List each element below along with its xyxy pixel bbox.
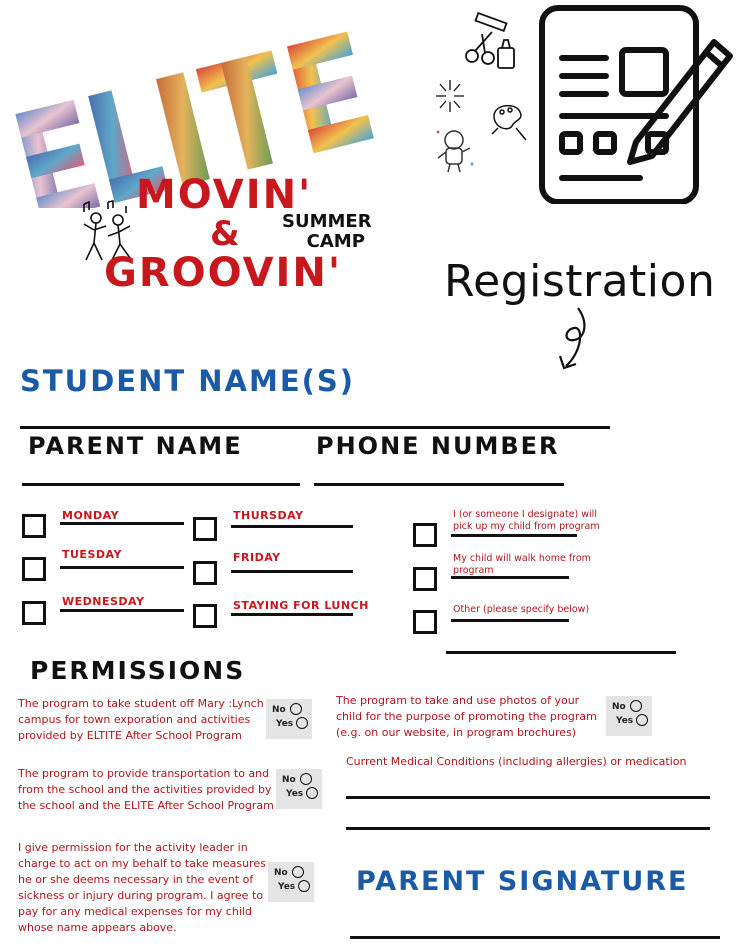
no-radio[interactable]: [292, 866, 304, 878]
day-label-thursday: THURSDAY: [233, 509, 304, 522]
no-radio[interactable]: [630, 700, 642, 712]
checkbox-tuesday[interactable]: [22, 557, 46, 581]
checkbox-wednesday[interactable]: [22, 601, 46, 625]
checkbox-walk-home[interactable]: [413, 567, 437, 591]
no-label: No: [612, 702, 626, 712]
title-groovin: GROOVIN': [104, 250, 343, 296]
medical-line-2[interactable]: [346, 827, 710, 830]
phone-number-heading: PHONE NUMBER: [316, 432, 560, 460]
parent-name-heading: PARENT NAME: [28, 432, 243, 460]
yes-radio[interactable]: [296, 717, 308, 729]
day-label-staying-for-lunch: STAYING FOR LUNCH: [233, 599, 369, 612]
permissions-heading: PERMISSIONS: [30, 656, 246, 685]
checkbox-monday[interactable]: [22, 514, 46, 538]
yes-no-medical-care: [268, 862, 314, 902]
yes-label: Yes: [616, 716, 634, 726]
title-movin: MOVIN': [136, 172, 313, 218]
day-line-monday: [60, 522, 184, 525]
yes-no-transportation: [276, 769, 322, 809]
checkbox-pickup[interactable]: [413, 523, 437, 547]
pickup-line-1: [451, 534, 577, 537]
pickup-option-1: I (or someone I designate) will pick up my child from program: [453, 509, 600, 532]
phone-number-line[interactable]: [314, 483, 564, 486]
permission-text-medical-care: I give permission for the activity leader in charge to act on my behalf to take measures he or she deems necessary in the event of sickness or injury during program. I agree to pay for any medical expenses for my child whose name appears above.: [18, 841, 266, 934]
palette-icon: [486, 98, 532, 144]
yes-label: Yes: [286, 789, 304, 799]
yes-label: Yes: [278, 882, 296, 892]
yes-radio[interactable]: [636, 714, 648, 726]
day-line-wednesday: [60, 609, 184, 612]
no-label: No: [274, 868, 288, 878]
day-label-friday: FRIDAY: [233, 551, 281, 564]
yes-radio[interactable]: [298, 880, 310, 892]
firework-icon: [432, 76, 468, 116]
pickup-line-2: [451, 576, 569, 579]
signature-line[interactable]: [350, 936, 720, 939]
yes-radio[interactable]: [306, 787, 318, 799]
pickup-option-2: My child will walk home from program: [453, 553, 591, 576]
checkbox-staying-for-lunch[interactable]: [193, 604, 217, 628]
no-radio[interactable]: [300, 773, 312, 785]
permission-text-offcampus: The program to take student off Mary :Lynch campus for town exporation and activities provided by ELTITE After School Program: [18, 697, 264, 742]
curly-arrow-icon: [556, 304, 596, 372]
checkbox-other[interactable]: [413, 610, 437, 634]
permission-text-transportation: The program to provide transportation to and from the school and the activities provided by the school and the ELITE After School Program: [18, 767, 274, 812]
parent-signature-heading: PARENT SIGNATURE: [356, 866, 689, 897]
title-ampersand: &: [210, 214, 240, 254]
student-names-line[interactable]: [20, 426, 610, 429]
other-specify-line[interactable]: [446, 651, 676, 654]
summer-label: SUMMER: [282, 211, 372, 232]
day-label-tuesday: TUESDAY: [62, 548, 122, 561]
day-label-monday: MONDAY: [62, 509, 120, 522]
medical-conditions-label: Current Medical Conditions (including allergies) or medication: [346, 755, 687, 768]
camp-label: CAMP: [306, 231, 365, 252]
day-line-tuesday: [60, 566, 184, 569]
yes-label: Yes: [276, 719, 294, 729]
day-label-wednesday: WEDNESDAY: [62, 595, 145, 608]
no-label: No: [272, 705, 286, 715]
student-names-heading: STUDENT NAME(S): [20, 364, 356, 398]
day-line-staying-for-lunch: [231, 613, 353, 616]
pickup-option-3: Other (please specify below): [453, 604, 590, 615]
permission-text-photos: The program to take and use photos of your child for the purpose of promoting the program (e.g. on our website, in program brochures): [336, 694, 597, 739]
checkbox-friday[interactable]: [193, 561, 217, 585]
medical-line-1[interactable]: [346, 796, 710, 799]
yes-no-photos: [606, 696, 652, 736]
summer-camp-label: [282, 212, 372, 252]
no-radio[interactable]: [290, 703, 302, 715]
checkbox-thursday[interactable]: [193, 517, 217, 541]
craft-supplies-icon: [462, 12, 522, 74]
astronaut-icon: [432, 124, 478, 174]
form-pencil-icon: [536, 4, 736, 204]
day-line-friday: [231, 570, 353, 573]
pickup-line-3: [451, 619, 569, 622]
parent-name-line[interactable]: [22, 483, 300, 486]
registration-title: Registration: [444, 256, 716, 307]
yes-no-offcampus: [266, 699, 312, 739]
day-line-thursday: [231, 525, 353, 528]
no-label: No: [282, 775, 296, 785]
